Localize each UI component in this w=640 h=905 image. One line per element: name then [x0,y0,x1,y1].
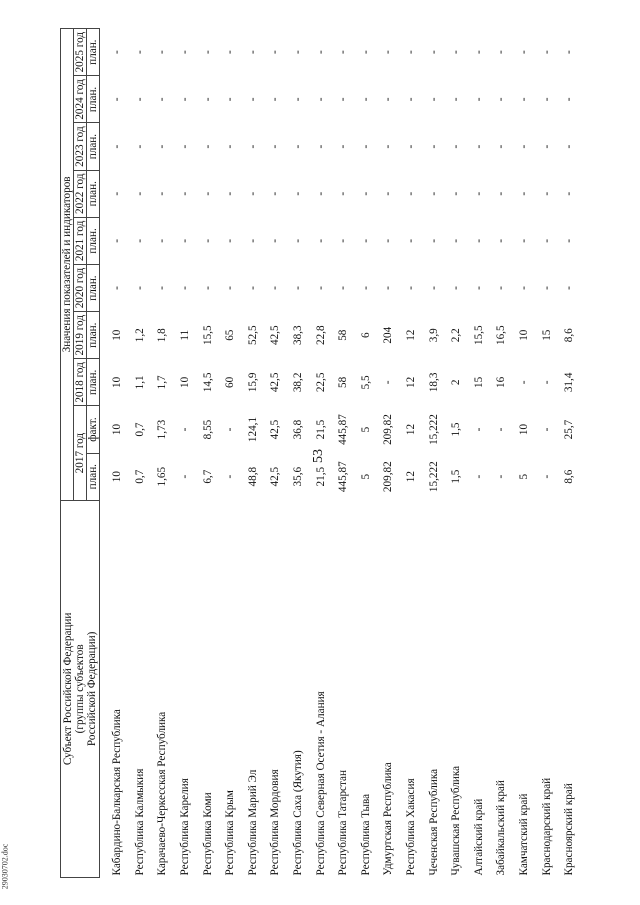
value-cell: - [179,144,192,149]
value-cell: - [156,144,169,149]
subject-name-cell: Республика Мордовия [269,769,282,876]
value-cell: - [517,144,530,149]
value-cell: - [540,97,553,102]
value-cell: - [450,50,463,55]
value-cell: - [179,239,192,243]
value-cell: 5,5 [359,375,372,390]
value-cell: - [517,191,530,196]
value-cell: - [563,239,576,243]
year-header: 2022 год [74,170,87,217]
value-cell: - [472,144,485,149]
value-cell: - [314,144,327,149]
value-cell: 10 [179,376,192,388]
value-cell: - [540,239,553,243]
value-cell: 2 [450,379,463,386]
value-cell: - [269,144,282,149]
value-cell: 22,8 [314,325,327,345]
value-cell: - [450,144,463,149]
value-cell: 58 [337,376,350,388]
value-cell: - [359,239,372,243]
value-cell: 36,8 [292,419,305,440]
value-cell: - [405,144,418,149]
subject-name-cell: Удмуртская Республика [382,762,395,876]
value-cell: - [495,50,508,55]
value-cell: 204 [382,326,395,344]
value-cell: - [269,50,282,55]
value-cell: - [540,474,553,479]
value-cell: 124,1 [246,416,259,443]
value-cell: - [111,50,124,55]
value-cell: - [111,144,124,149]
value-cell: - [405,50,418,55]
value-cell: - [540,144,553,149]
value-cell: 21,5 [314,419,327,440]
value-cell: - [337,50,350,55]
value-cell: 38,3 [292,325,305,345]
table-row [242,29,265,878]
value-cell: 445,87 [337,414,350,445]
table-row [377,29,400,878]
value-cell: 15 [472,376,485,388]
value-cell: - [495,191,508,196]
plan-fact-subheader: план. [87,29,100,76]
value-cell: - [405,97,418,102]
value-cell: 1,8 [156,328,169,343]
value-cell: - [133,239,146,243]
subject-name-cell: Республика Коми [201,792,214,876]
value-cell: - [201,191,214,196]
value-cell: - [111,97,124,102]
value-cell: - [156,239,169,243]
subject-name-cell: Республика Хакасия [405,778,418,876]
value-cell: 15,5 [472,325,485,345]
year-header: 2017 год [74,406,87,500]
value-cell: 0,7 [133,422,146,437]
value-cell: - [292,239,305,243]
value-cell: 25,7 [563,419,576,440]
value-cell: - [111,239,124,243]
table-row [287,29,310,878]
value-cell: - [246,144,259,149]
value-cell: - [201,97,214,102]
value-cell: - [314,239,327,243]
table-row [535,29,558,878]
value-cell: 0,7 [133,469,146,484]
value-cell: - [314,286,327,290]
value-cell: - [314,50,327,55]
value-cell: - [405,239,418,243]
value-cell: 12 [405,471,418,483]
value-cell: - [156,97,169,102]
table-row [558,29,581,878]
value-cell: - [337,286,350,290]
value-cell: - [495,239,508,243]
value-cell: - [224,286,237,290]
value-cell: - [382,286,395,290]
table-row [332,29,355,878]
value-cell: 42,5 [269,466,282,487]
subject-header-line: Субъект Российской Федерации [62,612,74,766]
value-cell: 209,82 [382,414,395,445]
value-cell: 16,5 [495,325,508,345]
indicators-table [60,28,580,878]
value-cell: - [337,239,350,243]
value-cell: 10 [111,376,124,388]
value-cell: - [382,97,395,102]
value-cell: 1,5 [450,469,463,484]
value-cell: - [427,97,440,102]
value-cell: - [292,50,305,55]
table-row [445,29,468,878]
value-cell: - [540,380,553,385]
value-cell: 445,87 [337,461,350,493]
value-cell: - [133,191,146,196]
value-cell: - [427,144,440,149]
value-cell: 42,5 [269,325,282,345]
value-cell: - [405,286,418,290]
value-cell: 1,7 [156,375,169,390]
table-row [468,29,491,878]
value-cell: - [517,239,530,243]
value-cell: 1,1 [133,375,146,390]
value-cell: - [359,97,372,102]
value-cell: - [269,97,282,102]
value-cell: - [495,97,508,102]
value-cell: 8,55 [201,419,214,440]
value-cell: - [224,144,237,149]
value-cell: 15,5 [201,325,214,345]
value-cell: 65 [224,329,237,341]
value-cell: - [246,50,259,55]
value-cell: - [133,50,146,55]
year-header: 2019 год [74,312,87,359]
value-cell: 21,5 [314,466,327,487]
value-cell: 42,5 [269,372,282,393]
plan-fact-subheader: факт. [87,406,100,453]
value-cell: - [314,191,327,196]
value-cell: - [450,97,463,102]
value-cell: - [450,239,463,243]
value-cell: - [563,286,576,290]
value-cell: 8,6 [563,469,576,484]
value-cell: - [517,50,530,55]
year-header: 2020 год [74,264,87,311]
value-cell: - [337,97,350,102]
subject-name-cell: Республика Тыва [359,793,372,876]
value-cell: - [179,474,192,479]
table-row [355,29,378,878]
subject-name-cell: Республика Марий Эл [246,769,259,876]
subject-name-cell: Красноярский край [563,783,576,876]
value-cell: 14,5 [201,372,214,393]
value-cell: - [179,97,192,102]
value-cell: - [269,191,282,196]
value-cell: - [133,286,146,290]
subject-name-cell: Республика Саха (Якутия) [292,750,305,876]
value-cell: - [224,50,237,55]
value-cell: - [156,191,169,196]
plan-fact-subheader: план. [87,217,100,264]
value-cell: - [156,50,169,55]
value-cell: 42,5 [269,419,282,440]
table-row [151,29,174,878]
value-cell: 16 [495,376,508,388]
table-row [100,29,129,878]
value-cell: 12 [405,423,418,436]
subject-name-cell: Краснодарский край [540,777,553,876]
value-cell: - [201,50,214,55]
value-cell: 10 [111,329,124,341]
page-number: 53 [311,449,326,463]
table-row [513,29,536,878]
value-cell: - [246,239,259,243]
value-cell: - [224,239,237,243]
value-cell: - [495,427,508,432]
value-cell: 209,82 [382,461,395,493]
value-cell: 18,3 [427,372,440,393]
value-cell: - [292,144,305,149]
subject-name-cell: Республика Крым [224,790,237,876]
subject-name-cell: Чеченская Республика [427,768,440,876]
table-row [219,29,242,878]
value-cell: - [292,286,305,290]
value-cell: - [495,144,508,149]
value-cell: - [563,50,576,55]
value-cell: 15 [540,329,553,341]
value-cell: - [563,191,576,196]
value-cell: - [179,50,192,55]
value-cell: - [472,191,485,196]
value-cell: - [382,191,395,196]
value-cell: - [495,286,508,290]
subject-name-cell: Карачаево-Черкесская Республика [156,711,169,876]
value-cell: 22,5 [314,372,327,393]
value-cell: - [472,286,485,290]
value-cell: 8,6 [563,328,576,343]
value-cell: - [472,239,485,243]
value-cell: 58 [337,329,350,341]
rotated-table-container [60,28,580,878]
plan-fact-subheader: план. [87,312,100,359]
footer-file-name: 29030702.doc [0,843,10,890]
value-cell: 31,4 [563,372,576,393]
table-row [174,29,197,878]
year-header: 2024 год [74,76,87,123]
value-cell: - [427,191,440,196]
subject-name-cell: Чувашская Республика [450,765,463,876]
value-cell: - [517,286,530,290]
value-cell: 1,2 [133,328,146,343]
value-cell: - [359,191,372,196]
value-cell: 12 [405,376,418,388]
subject-header-line: (группы субъектов [74,644,86,734]
value-cell: - [224,97,237,102]
table-row [196,29,219,878]
value-cell: - [359,286,372,290]
subject-header-line: Российской Федерации) [86,631,98,747]
value-cell: - [133,144,146,149]
value-cell: 1,5 [450,422,463,437]
plan-fact-subheader: план. [87,170,100,217]
value-cell: - [563,144,576,149]
value-cell: - [337,191,350,196]
value-cell: - [269,239,282,243]
plan-fact-subheader: план. [87,264,100,311]
value-cell: - [201,286,214,290]
indicators-title: Значения показателей и индикаторов [61,29,74,501]
value-cell: - [246,191,259,196]
value-cell: 48,8 [246,466,259,487]
value-cell: 6 [359,332,372,338]
value-cell: - [405,191,418,196]
value-cell: - [201,144,214,149]
subject-name-cell: Республика Калмыкия [133,768,146,876]
value-cell: 10 [111,471,124,483]
value-cell: 52,5 [246,325,259,345]
table-row [422,29,445,878]
value-cell: 1,65 [156,466,169,487]
value-cell: 12 [405,329,418,341]
year-header: 2021 год [74,217,87,264]
value-cell: - [246,97,259,102]
table-row [490,29,513,878]
value-cell: - [472,97,485,102]
value-cell: - [517,380,530,385]
value-cell: - [382,239,395,243]
subject-name-cell: Республика Татарстан [337,770,350,876]
subject-name-cell: Республика Карелия [179,778,192,876]
value-cell: - [201,239,214,243]
value-cell: - [450,286,463,290]
value-cell: - [540,286,553,290]
table-row [264,29,287,878]
value-cell: - [427,50,440,55]
table-row [129,29,152,878]
subject-column-header [61,500,100,877]
value-cell: - [246,286,259,290]
value-cell: - [472,427,485,432]
value-cell: - [337,144,350,149]
value-cell: 2,2 [450,328,463,343]
value-cell: 60 [224,376,237,388]
value-cell: 15,222 [427,461,440,493]
table-row [309,29,332,878]
value-cell: - [563,97,576,102]
value-cell: - [427,239,440,243]
value-cell: - [314,97,327,102]
value-cell: - [224,191,237,196]
value-cell: 35,6 [292,466,305,487]
plan-fact-subheader: план. [87,123,100,170]
value-cell: 3,9 [427,328,440,343]
value-cell: 6,7 [201,469,214,484]
value-cell: 10 [517,329,530,341]
value-cell: - [156,286,169,290]
value-cell: - [179,427,192,432]
value-cell: 1,73 [156,419,169,440]
value-cell: 10 [517,423,530,436]
subject-name-cell: Кабардино-Балкарская Республика [111,709,124,876]
plan-fact-subheader: план. [87,76,100,123]
value-cell: - [382,144,395,149]
value-cell: - [540,427,553,432]
value-cell: - [133,97,146,102]
subject-name-cell: Республика Северная Осетия - Алания [314,691,327,876]
value-cell: - [450,191,463,196]
value-cell: - [427,286,440,290]
year-header: 2025 год [74,29,87,76]
value-cell: 5 [359,426,372,433]
value-cell: 38,2 [292,372,305,393]
value-cell: 15,9 [246,372,259,393]
table-row [400,29,423,878]
value-cell: 15,222 [427,414,440,445]
table-header [61,29,100,878]
value-cell: - [359,144,372,149]
value-cell: - [224,427,237,432]
value-cell: - [382,50,395,55]
value-cell: 10 [111,423,124,436]
value-cell: - [111,286,124,290]
value-cell: - [540,191,553,196]
subject-name-cell: Забайкальский край [495,780,508,876]
year-header: 2023 год [74,123,87,170]
value-cell: 11 [179,329,192,341]
value-cell: - [472,474,485,479]
plan-fact-subheader: план. [87,453,100,500]
subject-name-cell: Камчатский край [517,793,530,876]
value-cell: - [179,191,192,196]
value-cell: - [111,191,124,196]
value-cell: 5 [359,473,372,480]
value-cell: - [179,286,192,290]
value-cell: - [540,50,553,55]
value-cell: 5 [517,473,530,480]
value-cell: - [472,50,485,55]
subject-name-cell: Алтайский край [472,798,485,876]
value-cell: - [382,380,395,385]
value-cell: - [224,474,237,479]
year-header: 2018 год [74,359,87,406]
value-cell: - [495,474,508,479]
value-cell: - [292,97,305,102]
plan-fact-subheader: план. [87,359,100,406]
table-body [100,29,581,878]
value-cell: - [359,50,372,55]
value-cell: - [517,97,530,102]
value-cell: - [292,191,305,196]
value-cell: - [269,286,282,290]
